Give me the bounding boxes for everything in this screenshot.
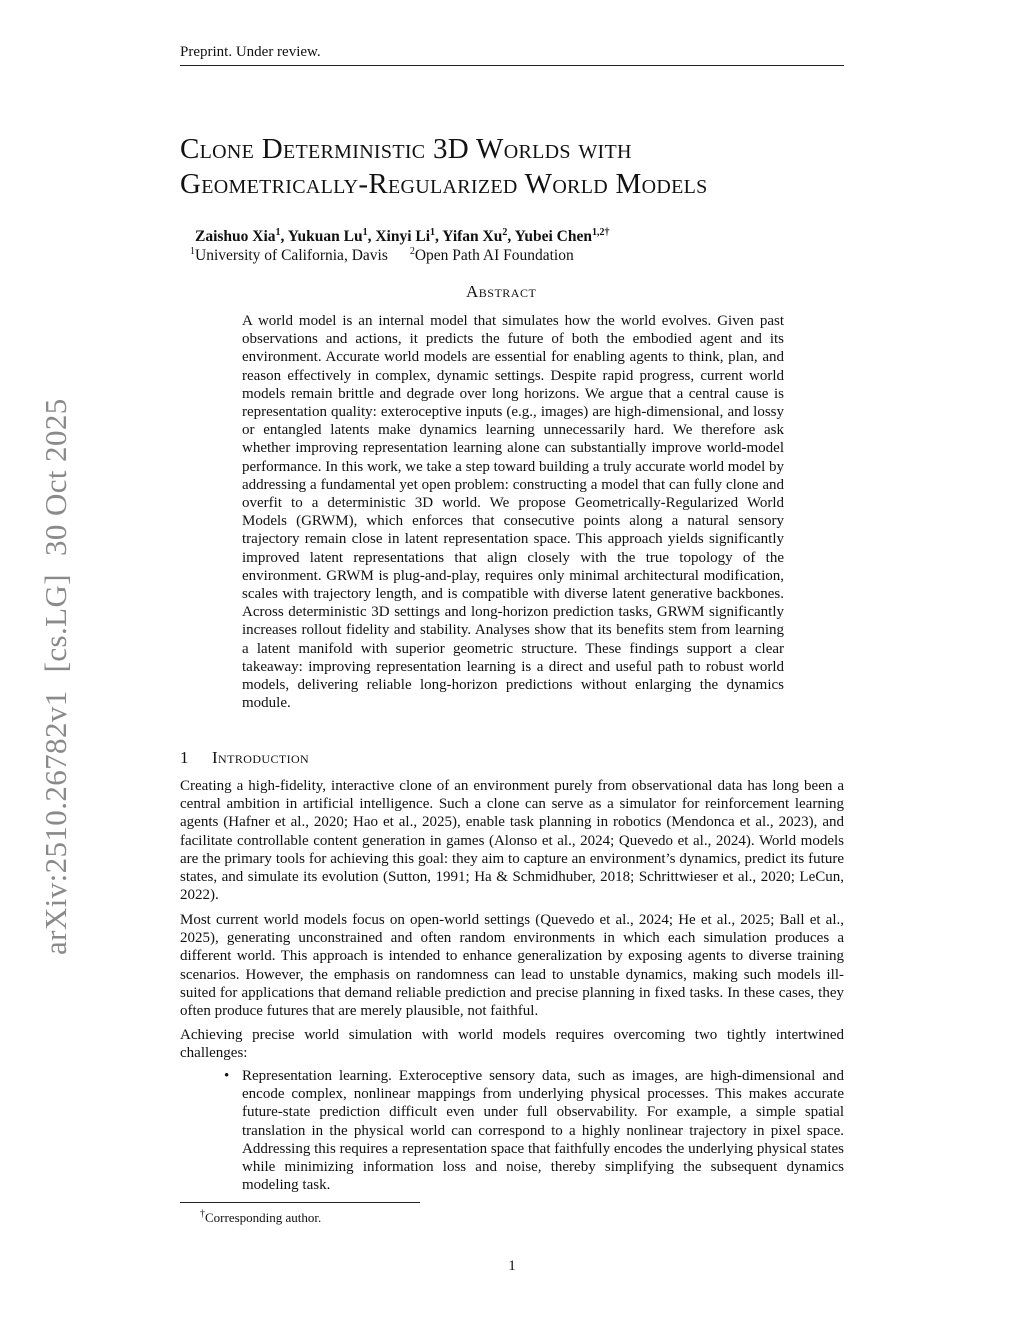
- footnote: [200, 1210, 321, 1226]
- footnote-mark: †: [200, 1208, 205, 1220]
- author-name: Yifan Xu: [442, 228, 503, 245]
- affil-mark: 2: [409, 245, 415, 257]
- page-number: 1: [508, 1258, 516, 1274]
- bullet-text: Representation learning. Exteroceptive sensory data, such as images, are high-dimensional and encode complex, nonlinear mappings from underlying physical processes. This makes accurate future-state prediction difficult even under full observability. For example, a simple spatial translation in the physical world can correspond to a highly nonlinear trajectory in pixel space. Addressing this requires a representation space that faithfully encodes the underlying physical states while minimizing information loss and noise, thereby simplifying the subsequent dynamics modeling task.: [242, 1068, 844, 1194]
- intro-paragraph: Achieving precise world simulation with world models requires overcoming two tightly intertwined challenges:: [180, 1027, 844, 1062]
- section-title: Introduction: [212, 748, 310, 767]
- abstract-body: A world model is an internal model that simulates how the world evolves. Given past observations and actions, it predicts the future of both the embodied agent and its environment. Accurate world models are essential for enabling agents to think, plan, and reason effectively in complex, dynamic settings. Despite rapid progress, current world models remain brittle and degrade over long horizons. We argue that a central cause is representation quality: exteroceptive inputs (e.g., images) are high-dimensional, and lossy or entangled latents make dynamics learning unnecessarily hard. We therefore ask whether improving representation learning alone can substantially improve world-model performance. In this work, we take a step toward building a truly accurate world model by addressing a fundamental yet open problem: constructing a model that can fully clone and overfit to a deterministic 3D world. We propose Geometrically-Regularized World Models (GRWM), which enforces that consecutive points along a natural sensory trajectory remain close in latent representation space. This approach yields significantly improved latent representations that align closely with the true topology of the environment. GRWM is plug-and-play, requires only minimal architectural modification, scales with trajectory length, and is compatible with diverse latent generative backbones. Across deterministic 3D settings and long-horizon prediction tasks, GRWM significantly increases rollout fidelity and stability. Analyses show that its benefits stem from learning a latent manifold with superior geometric structure. These findings support a clear takeaway: improving representation learning is a direct and useful path to robust world models, delivering reliable long-horizon predictions without enlarging the dynamics module.: [242, 313, 784, 712]
- abstract-heading: Abstract: [466, 282, 537, 301]
- author-affil-mark: 1,2†: [591, 226, 610, 238]
- author-affil-mark: 2: [502, 226, 508, 238]
- author-name: Zaishuo Xia: [195, 228, 276, 245]
- author-affil-mark: 1: [362, 226, 368, 238]
- footnote-text: Corresponding author.: [205, 1210, 322, 1225]
- author-affil-mark: 1: [275, 226, 281, 238]
- paper-title: [180, 132, 880, 202]
- title-line-2: Geometrically-Regularized World Models: [180, 168, 708, 200]
- author-name: Yubei Chen: [514, 228, 592, 245]
- arxiv-stamp: [38, 398, 74, 955]
- affiliations: [190, 247, 574, 265]
- running-header: Preprint. Under review.: [180, 44, 321, 60]
- affiliation-name: Open Path AI Foundation: [414, 247, 574, 264]
- bullet-dot-icon: •: [224, 1068, 230, 1084]
- author-name: Xinyi Li: [375, 228, 431, 245]
- intro-paragraph: Creating a high-fidelity, interactive clone of an environment purely from observational data has long been a central ambition in artificial intelligence. Such a clone can serve as a simulator for reinforcement learning agents (Hafner et al., 2020; Hao et al., 2025), enable task planning in robotics (Mendonca et al., 2023), and facilitate controllable content generation in games (Alonso et al., 2024; Quevedo et al., 2024). World models are the primary tools for achieving this goal: they aim to capture an environment’s dynamics, predict its future states, and simulate its evolution (Sutton, 1991; Ha & Schmidhuber, 2018; Schrittwieser et al., 2020; LeCun, 2022).: [180, 778, 844, 904]
- affiliation-name: University of California, Davis: [195, 247, 388, 264]
- footnote-rule: [180, 1202, 420, 1203]
- header-rule: [180, 65, 844, 66]
- arxiv-id: arXiv:2510.26782v1: [38, 690, 73, 955]
- author-affil-mark: 1: [430, 226, 436, 238]
- arxiv-category: [cs.LG]: [38, 574, 73, 673]
- title-line-1: Clone Deterministic 3D Worlds with: [180, 133, 632, 165]
- section-heading: [180, 748, 309, 768]
- intro-paragraph: Most current world models focus on open-world settings (Quevedo et al., 2024; He et al., 2025; Ball et al., 2025), generating unconstrained and often random environments in which each simulation produces a different world. This approach is intended to enhance generalization by exposing agents to diverse training scenarios. However, the emphasis on randomness can lead to unstable dynamics, making such models ill-suited for applications that demand reliable prediction and precise planning in fixed tasks. In these cases, they often produce futures that are merely plausible, not faithful.: [180, 912, 844, 1020]
- author-list: Zaishuo Xia$^1$, Yukuan Lu$^1$, Xinyi Li$^1$, Yifan Xu$^2$, Yubei Chen$^{1,2\dagger}$: [195, 226, 610, 245]
- author-name: Yukuan Lu: [287, 228, 363, 245]
- affil-mark: 1: [190, 245, 195, 257]
- section-number: 1: [180, 748, 189, 767]
- arxiv-date: 30 Oct 2025: [38, 398, 73, 556]
